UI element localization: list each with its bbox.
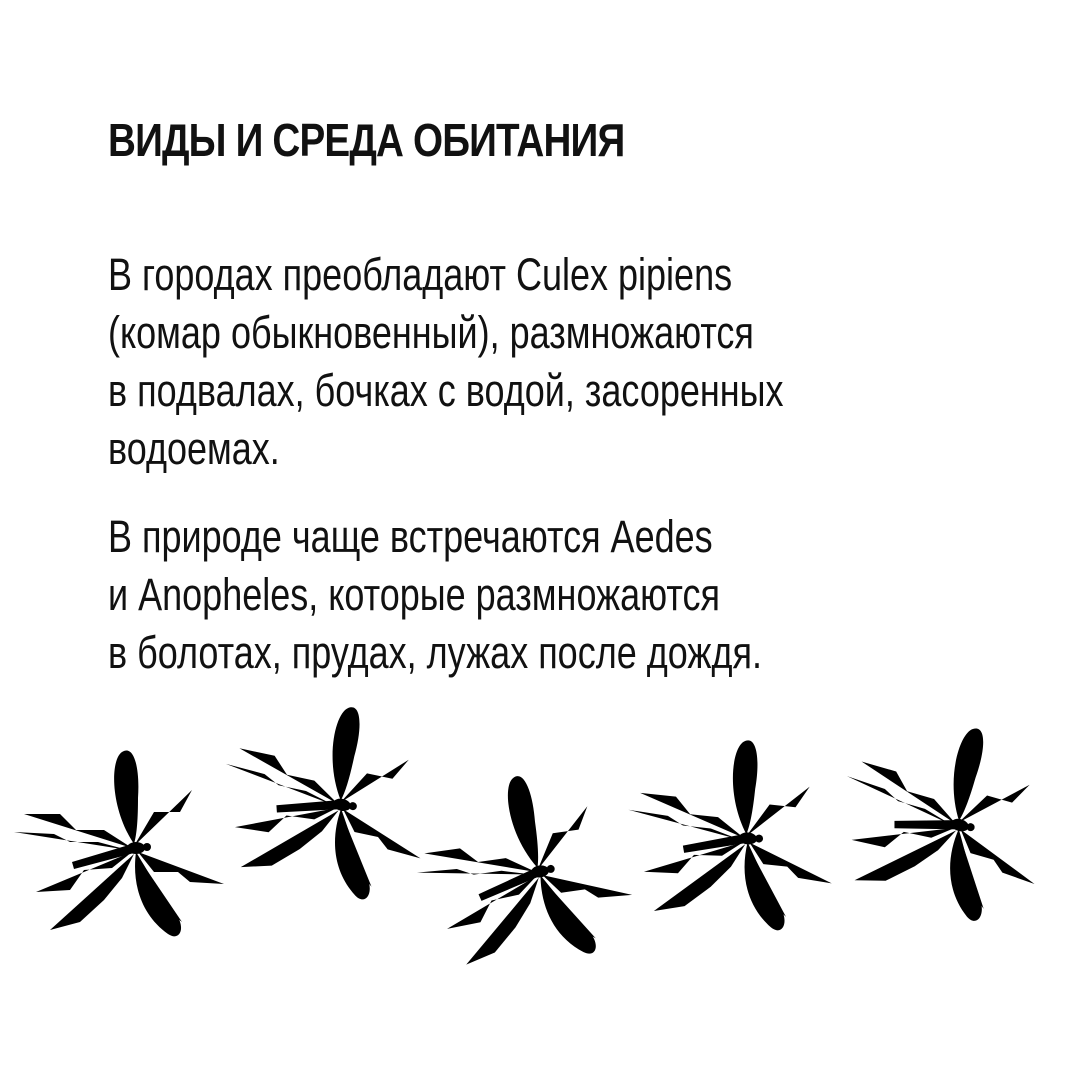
paragraph-culex	[108, 246, 784, 478]
text-line: водоемах.	[108, 423, 280, 474]
paragraph-aedes-anopheles	[108, 508, 762, 682]
mosquito-icon	[204, 690, 448, 910]
mosquito-illustration	[0, 690, 1080, 990]
mosquito-icon	[14, 750, 224, 936]
mosquito-icon	[617, 729, 845, 936]
text-line: (комар обыкновенный), размножаются	[108, 307, 754, 358]
text-line: В городах преобладают Culex pipiens	[108, 249, 733, 300]
mosquito-icon	[818, 698, 1071, 935]
text-line: в подвалах, бочках с водой, засоренных	[108, 365, 784, 416]
text-line: и Anopheles, которые размножаются	[108, 569, 720, 620]
page-heading: ВИДЫ И СРЕДА ОБИТАНИЯ	[108, 114, 625, 166]
mosquito-icon	[406, 763, 640, 976]
text-line: в болотах, прудах, лужах после дождя.	[108, 627, 762, 678]
text-line: В природе чаще встречаются Aedes	[108, 511, 713, 562]
